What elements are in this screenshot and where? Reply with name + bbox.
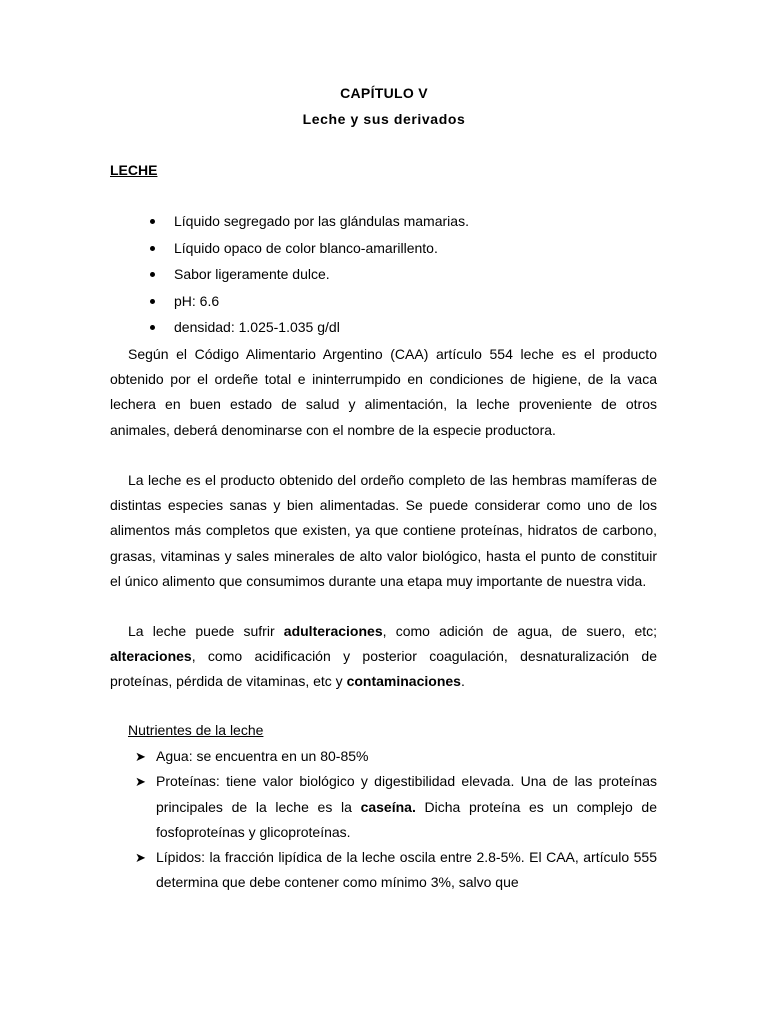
text-run: , como acidificación y posterior coagulación, desnaturalización de proteínas, pérdida de vitaminas, etc y [110, 648, 657, 690]
nutrients-heading: Nutrientes de la leche [128, 722, 264, 738]
bullet-text: Líquido opaco de color blanco-amarillento. [174, 239, 438, 256]
section-heading-leche: LECHE [110, 162, 158, 178]
bullet-item [0, 318, 469, 345]
chapter-subtitle: Leche y sus derivados [302, 111, 466, 127]
bullet-text: Líquido segregado por las glándulas mamarias. [174, 213, 469, 229]
bullet-dot-icon [150, 299, 155, 304]
chapter-title: CAPÍTULO V [340, 85, 428, 101]
bullet-dot-icon [150, 272, 155, 277]
bullet-text: Sabor ligeramente dulce. [174, 266, 330, 282]
bullet-text: pH: 6.6 [174, 292, 220, 309]
paragraph-milk-description [110, 468, 657, 594]
bold-term-contaminaciones: contaminaciones [346, 673, 461, 690]
paragraph-milk-alterations [110, 619, 657, 695]
bullet-item [0, 292, 469, 319]
nutrient-item-agua [0, 744, 657, 769]
bullet-item [0, 212, 469, 239]
text-run: , como adición de agua, de suero, etc; [382, 623, 658, 639]
text-run: La leche puede sufrir [128, 623, 284, 639]
arrow-bullet-icon: ➤ [135, 850, 146, 866]
bold-term-adulteraciones: adulteraciones [283, 623, 383, 639]
nutrients-list [0, 744, 657, 896]
bold-term-alteraciones: alteraciones [110, 648, 192, 665]
arrow-bullet-icon: ➤ [135, 774, 146, 790]
bullet-item [0, 239, 469, 266]
paragraph-text: La leche es el producto obtenido del ordeño completo de las hembras mamíferas de distintas especies sanas y bien alimentadas. Se puede considerar como uno de los alimentos más completos que existen, ya que contiene proteínas, hidratos de carbono, grasas, vitaminas y sales minerales de alto valor biológico, hasta el punto de constituir el único alimento que consumimos durante una etapa muy importante de nuestra vida. [110, 472, 657, 589]
bullet-dot-icon [150, 219, 155, 224]
nutrient-item-proteinas [0, 769, 657, 845]
bullet-dot-icon [150, 325, 155, 330]
text-run: . [460, 673, 465, 690]
arrow-bullet-icon: ➤ [135, 749, 146, 764]
nutrient-text: Agua: se encuentra en un 80-85% [156, 748, 369, 764]
nutrient-item-lipidos [0, 845, 657, 896]
bold-term-caseina: caseína. [360, 798, 416, 815]
paragraph-text: Según el Código Alimentario Argentino (CAA) artículo 554 leche es el producto obtenido por el ordeñe total e ininterrumpido en condiciones de higiene, de la vaca lechera en buen estado de salud y alimentación, la leche proveniente de otros animales, deberá denominarse con el nombre de la especie productora. [110, 346, 657, 438]
paragraph-caa-definition [110, 342, 657, 443]
bullet-text: densidad: 1.025-1.035 g/dl [174, 319, 340, 335]
text-run: Proteínas: tiene valor biológico y digestibilidad elevada. Una de las proteínas principales de la leche es la [156, 773, 657, 815]
properties-bullet-list [0, 212, 469, 345]
bullet-dot-icon [150, 246, 155, 251]
nutrient-text: Lípidos: la fracción lipídica de la leche oscila entre 2.8-5%. El CAA, artículo 555 determina que debe contener como mínimo 3%, salvo que [156, 849, 657, 891]
bullet-item [0, 265, 469, 292]
text-run: Dicha proteína es un complejo de fosfoproteínas y glicoproteínas. [156, 798, 657, 840]
